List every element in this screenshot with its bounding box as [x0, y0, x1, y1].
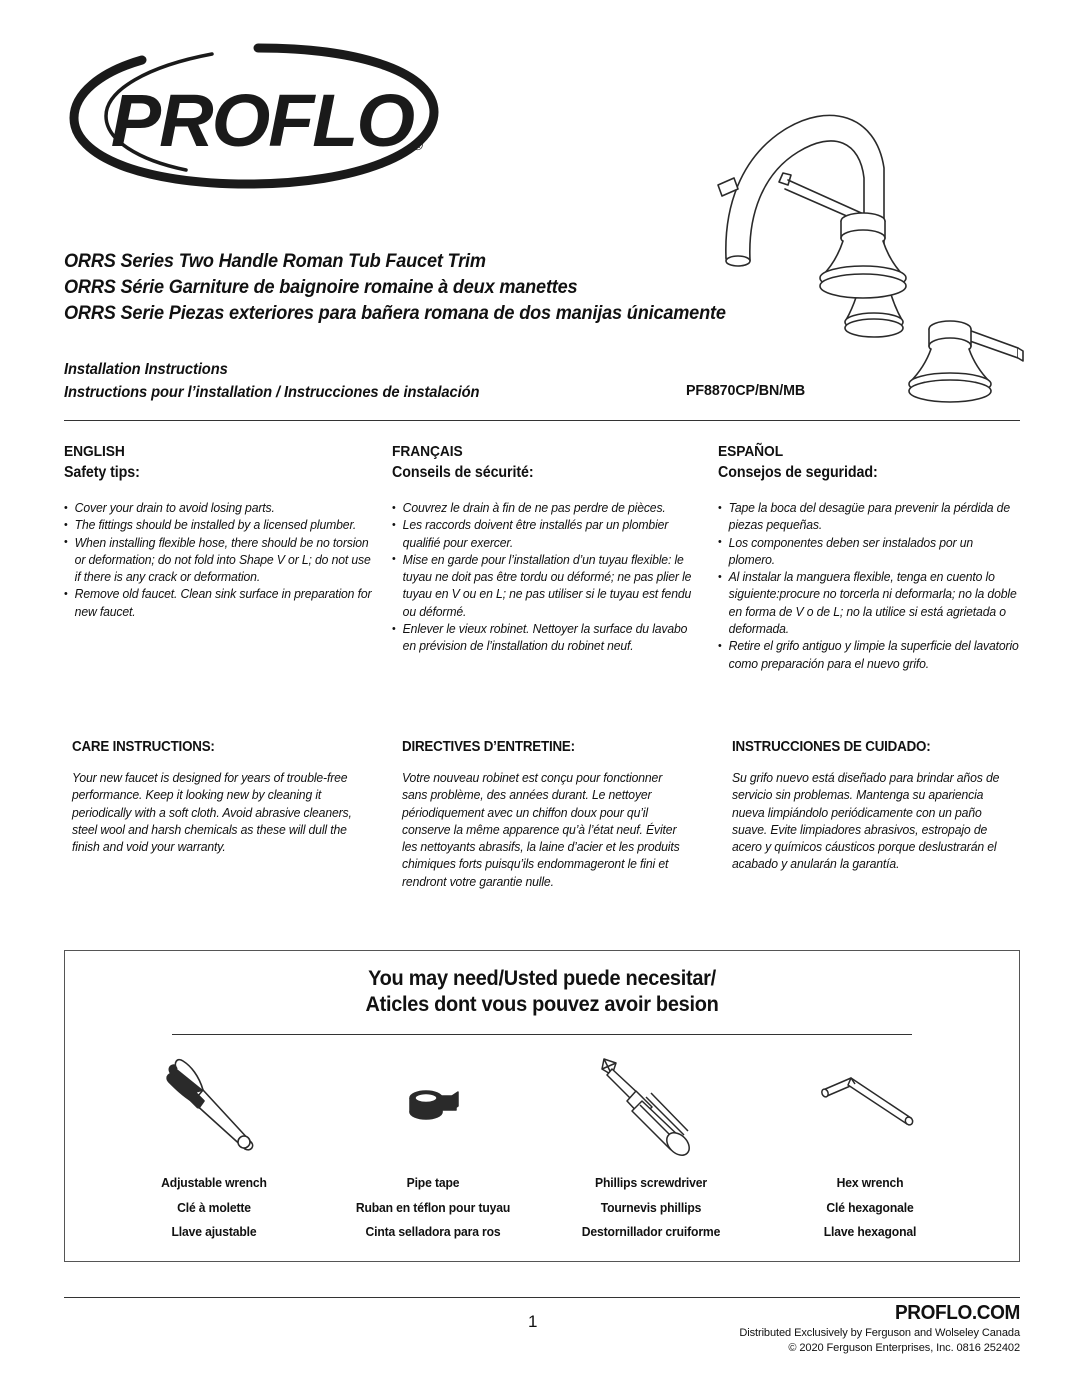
product-title-fr: ORRS Série Garniture de baignoire romaine à deux manettes: [64, 276, 578, 298]
safety-tip: • The fittings should be installed by a licensed plumber.: [64, 517, 372, 534]
tool-label-en: Phillips screwdriver: [595, 1175, 708, 1190]
tool-labels: [114, 1171, 314, 1245]
safety-tip: • Cover your drain to avoid losing parts.: [64, 500, 372, 517]
language-label-english: ENGLISH: [64, 443, 125, 460]
model-number: PF8870CP/BN/MB: [686, 382, 806, 399]
safety-tip: • Couvrez le drain à fin de ne pas perdre de pièces.: [392, 500, 702, 517]
product-titles: [64, 248, 784, 326]
copyright-text: © 2020 Ferguson Enterprises, Inc. 0816 252402: [788, 1342, 1020, 1354]
pipe-tape-icon: [333, 1047, 533, 1165]
hex-wrench-icon: [770, 1047, 970, 1165]
phillips-screwdriver-icon: [551, 1047, 751, 1165]
safety-tips-english: [64, 500, 382, 621]
footer-divider: [64, 1297, 1020, 1298]
tool-label-es: Llave hexagonal: [823, 1224, 916, 1239]
language-label-espanol: ESPAÑOL: [718, 443, 784, 460]
safety-tip: • Enlever le vieux robinet. Nettoyer la surface du lavabo en prévision de l’installation du robinet neuf.: [392, 621, 702, 656]
tool-label-fr: Ruban en téflon pour tuyau: [355, 1199, 510, 1215]
tools-needed-box: [64, 950, 1020, 1262]
safety-column-espanol: [718, 442, 1030, 673]
tools-box-divider: [172, 1034, 912, 1035]
safety-tip: • Les raccords doivent être installés par un plombier qualifié pour exercer.: [392, 517, 702, 552]
care-column-espanol: [732, 738, 1028, 874]
tool-labels: [333, 1171, 533, 1245]
care-body-francais: Votre nouveau robinet est conçu pour fonctionner sans problème, des années durant. Le nettoyer périodiquement avec un chiffon doux pour qu’il conserve la même apparence qu’à l’état neuf. Éviter les nettoyants abrasifs, la laine d’acier et les produits chimiques forts puisqu’ils endommageront le fini et rendront votre garantie nulle.: [402, 771, 680, 889]
tool-label-en: Pipe tape: [406, 1175, 460, 1190]
tool-label-es: Cinta selladora para ros: [365, 1224, 501, 1239]
tools-box-title: [65, 966, 1019, 1018]
care-heading-francais: DIRECTIVES D’ENTRETINE:: [402, 739, 575, 755]
svg-text:®: ®: [412, 137, 424, 154]
tool-label-es: Llave ajustable: [171, 1224, 257, 1239]
tool-labels: [770, 1171, 970, 1245]
language-label-francais: FRANÇAIS: [392, 443, 463, 460]
safety-tip: • When installing flexible hose, there should be no torsion or deformation; do not fold into Shape V or L; do not use if there is any crack or deformation.: [64, 535, 372, 587]
tool-item: [333, 1047, 533, 1245]
doc-type-en: Installation Instructions: [64, 361, 228, 378]
tool-item: [551, 1047, 751, 1245]
safety-tip: • Retire el grifo antiguo y limpie la superficie del lavatorio como preparación para el nuevo grifo.: [718, 638, 1021, 673]
tool-label-fr: Clé à molette: [177, 1199, 252, 1215]
footer-block: [600, 1301, 1020, 1356]
safety-tip: • Mise en garde pour l’installation d’un tuyau flexible: le tuyau ne doit pas être tordu ou déformé; ne pas plier le tuyau en V ou en L; ne pas utiliser si le tuyau est fendu ou déformé.: [392, 552, 702, 621]
safety-tip: • Tape la boca del desagüe para prevenir la pérdida de piezas pequeñas.: [718, 500, 1021, 535]
svg-text:PROFLO: PROFLO: [110, 78, 414, 162]
header-divider: [64, 420, 1020, 421]
faucet-illustration: [688, 58, 1038, 403]
adjustable-wrench-icon: [114, 1047, 314, 1165]
safety-column-francais: [392, 442, 712, 656]
safety-tip: • Remove old faucet. Clean sink surface in preparation for new faucet.: [64, 586, 372, 621]
care-heading-espanol: INSTRUCCIONES DE CUIDADO:: [732, 739, 931, 755]
distributed-by-text: Distributed Exclusively by Ferguson and Wolseley Canada: [739, 1327, 1020, 1339]
product-title-es: ORRS Serie Piezas exteriores para bañera romana de dos manijas únicamente: [64, 302, 726, 324]
doc-type-other: Instructions pour l’installation / Instrucciones de instalación: [64, 384, 480, 401]
safety-heading-espanol: Consejos de seguridad:: [718, 464, 878, 481]
safety-tips-espanol: [718, 500, 1030, 673]
care-column-francais: [402, 738, 698, 891]
safety-heading-francais: Conseils de sécurité:: [392, 464, 534, 481]
tools-box-title-line1: You may need/Usted puede necesitar/: [368, 967, 716, 990]
product-title-en: ORRS Series Two Handle Roman Tub Faucet Trim: [64, 250, 486, 272]
tool-label-fr: Clé hexagonale: [826, 1199, 914, 1215]
tool-label-en: Adjustable wrench: [161, 1175, 268, 1190]
tools-box-title-line2: Aticles dont vous pouvez avoir besion: [365, 993, 719, 1016]
tool-label-en: Hex wrench: [836, 1175, 904, 1190]
safety-heading-english: Safety tips:: [64, 464, 140, 481]
document-type: [64, 358, 784, 404]
care-heading-english: CARE INSTRUCTIONS:: [72, 739, 215, 755]
safety-column-english: [64, 442, 382, 621]
proflo-logo: [62, 34, 442, 206]
safety-tips-francais: [392, 500, 712, 656]
tool-label-es: Destornillador cruiforme: [582, 1224, 721, 1239]
safety-tip: • Al instalar la manguera flexible, tenga en cuento lo siguiente:procure no torcerla ni deformarla; no la doble en forma de V o de L; no la utilice si está agrietada o deformada.: [718, 569, 1021, 638]
tool-label-fr: Tournevis phillips: [600, 1199, 702, 1215]
tool-labels: [551, 1171, 751, 1245]
care-body-espanol: Su grifo nuevo está diseñado para brindar años de servicio sin problemas. Mantenga su apariencia nueva limpiándolo periódicamente con un paño suave. Evite limpiadores abrasivos, estropajo de acero y químicos cáusticos porque deslustrarán el acabado y anularán la garantía.: [732, 771, 1000, 872]
safety-tip: • Los componentes deben ser instalados por un plomero.: [718, 535, 1021, 570]
brand-website[interactable]: PROFLO.COM: [895, 1302, 1020, 1324]
tools-list: [65, 1047, 1019, 1245]
tool-item: [770, 1047, 970, 1245]
tool-item: [114, 1047, 314, 1245]
care-body-english: Your new faucet is designed for years of trouble-free performance. Keep it looking new by cleaning it periodically with a soft cloth. Avoid abrasive cleaners, steel wool and harsh chemicals as these will dull the finish and void your warranty.: [72, 771, 352, 855]
care-column-english: [72, 738, 372, 856]
page-number: 1: [528, 1312, 538, 1331]
